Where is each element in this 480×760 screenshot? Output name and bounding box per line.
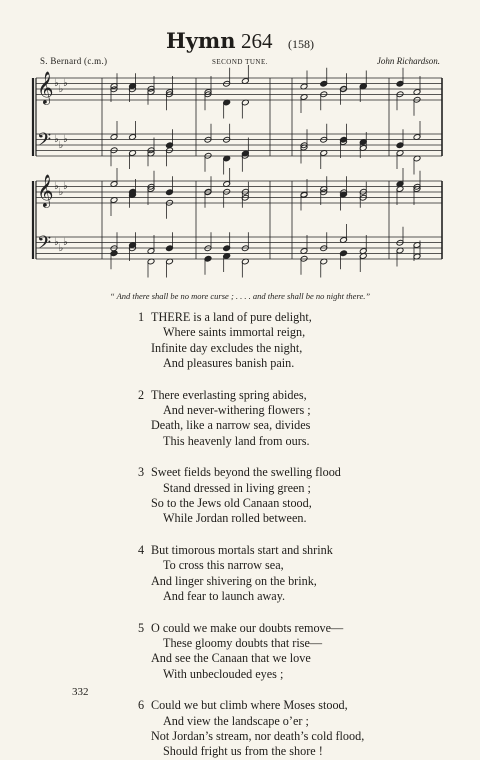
svg-text:♭: ♭	[54, 134, 59, 145]
verse-line-text: Could we but climb where Moses stood,	[151, 698, 348, 713]
verse-line: Stand dressed in living green ;	[163, 480, 311, 495]
music-score	[0, 0, 480, 290]
verse-line-text: There everlasting spring abides,	[151, 387, 307, 402]
svg-text:♭: ♭	[54, 78, 59, 89]
verse-line: To cross this narrow sea,	[163, 558, 284, 573]
hymn-word: Hymn	[165, 28, 236, 53]
verse-line: Death, like a narrow sea, divides	[151, 418, 311, 433]
verse-line	[138, 621, 438, 636]
svg-text:♭: ♭	[63, 78, 68, 89]
verse-line: And see the Canaan that we love	[151, 651, 311, 666]
verse-2	[138, 388, 438, 450]
svg-text:♭: ♭	[63, 181, 68, 192]
verse-line: And linger shivering on the brink,	[151, 573, 317, 588]
svg-text:♭: ♭	[54, 237, 59, 248]
second-tune-label: SECOND TUNE.	[211, 58, 269, 66]
verse-line	[138, 388, 438, 403]
verse-3	[138, 465, 438, 527]
verse-number: 3	[138, 465, 145, 480]
verse-line-text: O could we make our doubts remove—	[151, 620, 344, 635]
verse-6	[138, 698, 438, 760]
verse-line	[138, 543, 438, 558]
verse-number: 5	[138, 620, 145, 635]
verse-line: Infinite day excludes the night,	[151, 340, 303, 355]
verse-line: And never-withering flowers ;	[163, 403, 311, 418]
verse-line: And fear to launch away.	[163, 589, 286, 604]
verse-line-text: THERE is a land of pure delight,	[151, 310, 312, 324]
svg-text:♭: ♭	[58, 84, 64, 95]
svg-text:𝄢: 𝄢	[37, 233, 52, 258]
verse-line	[138, 698, 438, 713]
verse-number: 1	[138, 310, 145, 324]
svg-text:𝄞: 𝄞	[37, 71, 54, 104]
verse-line: These gloomy doubts that rise—	[163, 635, 323, 650]
verse-line: And view the landscape o’er ;	[163, 713, 309, 728]
verse-line-text: But timorous mortals start and shrink	[151, 542, 333, 557]
scripture-motto: “ And there shall be no more curse ; . . . . and there shall be no night there.”	[109, 291, 371, 301]
tune-name: S. Bernard (c.m.)	[40, 56, 108, 66]
verse-line: So to the Jews old Canaan stood,	[151, 496, 312, 511]
page-number: 332	[72, 686, 89, 698]
svg-text:𝄞: 𝄞	[37, 174, 54, 207]
verse-number: 6	[138, 698, 145, 713]
svg-text:𝄢: 𝄢	[37, 130, 52, 155]
svg-text:♭: ♭	[63, 134, 68, 145]
verse-line: And pleasures banish pain.	[163, 356, 295, 371]
verse-1	[138, 310, 438, 372]
svg-text:♭: ♭	[58, 187, 64, 198]
svg-text:♭: ♭	[58, 140, 64, 151]
verse-line: This heavenly land from ours.	[163, 433, 310, 448]
svg-text:♭: ♭	[63, 237, 68, 248]
verse-line: Should fright us from the shore !	[163, 744, 323, 759]
verse-5	[138, 621, 438, 683]
verse-line: With unbeclouded eyes ;	[163, 666, 284, 681]
verses	[138, 310, 438, 760]
svg-text:♭: ♭	[54, 181, 59, 192]
verse-line-text: Sweet fields beyond the swelling flood	[151, 465, 341, 480]
verse-line: Not Jordan’s stream, nor death’s cold flood,	[151, 728, 365, 743]
svg-text:♭: ♭	[58, 243, 64, 254]
verse-number: 4	[138, 542, 145, 557]
verse-line: While Jordan rolled between.	[163, 511, 307, 526]
alt-number: (158)	[288, 37, 315, 51]
verse-line: Where saints immortal reign,	[163, 325, 306, 340]
verse-line	[138, 310, 438, 325]
verse-line	[138, 465, 438, 480]
verse-4	[138, 543, 438, 605]
verse-number: 2	[138, 387, 145, 402]
composer-name: John Richardson.	[376, 56, 440, 66]
hymn-number: 264	[241, 29, 273, 53]
